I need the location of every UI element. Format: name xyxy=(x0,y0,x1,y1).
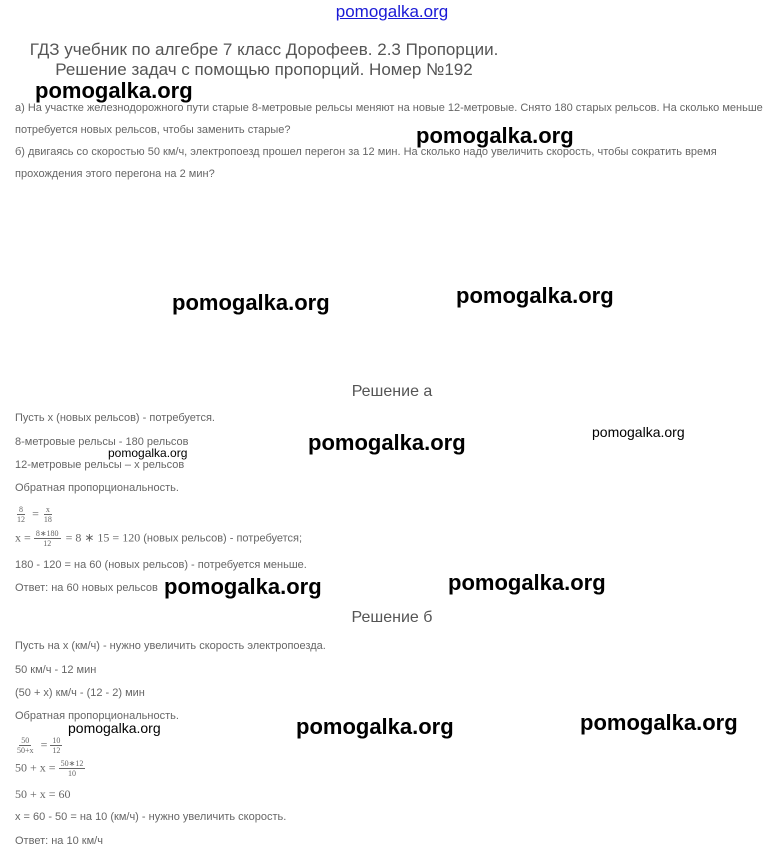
site-link[interactable]: pomogalka.org xyxy=(335,2,449,21)
fraction xyxy=(59,759,86,778)
solution-a-formula-1 xyxy=(15,505,56,524)
solution-b-line-8: x = 60 - 50 = на 10 (км/ч) - нужно увеличить скорость. xyxy=(15,811,287,823)
numerator: 8 xyxy=(19,505,23,514)
solution-b-line-4: Обратная пропорциональность. xyxy=(15,710,179,722)
solution-a-line-3: 12-метровые рельсы – x рельсов xyxy=(15,459,185,471)
denominator: 12 xyxy=(43,539,52,548)
task-a-line-1: а) На участке железнодорожного пути старые 8-метровые рельсы меняют на новые 12-метровые. Снято 180 старых рельсов. На сколько меньше xyxy=(15,102,763,114)
solution-b-formula-2 xyxy=(15,759,87,778)
numerator: 50 xyxy=(21,736,30,745)
solution-b-line-3: (50 + x) км/ч - (12 - 2) мин xyxy=(15,687,145,699)
solution-a-line-4: Обратная пропорциональность. xyxy=(15,482,179,494)
watermark: pomogalka.org xyxy=(164,574,322,599)
solution-a-line-1: Пусть x (новых рельсов) - потребуется. xyxy=(15,412,215,424)
task-b-line-1: б) двигаясь со скоростью 50 км/ч, электропоезд прошел перегон за 12 мин. На сколько надо увеличить скорость, чтобы сократить время xyxy=(15,146,717,158)
solution-b-line-2: 50 км/ч - 12 мин xyxy=(15,664,97,676)
watermark: pomogalka.org xyxy=(580,710,738,735)
equals-sign: = xyxy=(32,506,39,521)
solution-a-title: Решение а xyxy=(351,383,433,400)
solution-b-formula-1 xyxy=(15,736,64,755)
watermark: pomogalka.org xyxy=(172,290,330,315)
fraction xyxy=(34,529,61,548)
fraction xyxy=(42,505,54,524)
solution-b-answer: Ответ: на 10 км/ч xyxy=(15,835,103,847)
numerator: x xyxy=(45,505,50,514)
numerator: 10 xyxy=(52,736,61,745)
formula-prefix: x = xyxy=(15,530,31,545)
page-title-line-2: Решение задач с помощью пропорций. Номер №192 xyxy=(55,60,473,79)
formula-prefix: 50 + x = xyxy=(15,760,56,775)
denominator: 12 xyxy=(17,515,25,524)
numerator: 8∗180 xyxy=(35,529,59,538)
denominator: 10 xyxy=(67,769,76,778)
fraction xyxy=(50,736,62,755)
task-a-line-2: потребуется новых рельсов, чтобы заменить старые? xyxy=(15,124,291,136)
denominator: 50+x xyxy=(17,746,34,755)
watermark: pomogalka.org xyxy=(592,424,685,440)
watermark: pomogalka.org xyxy=(296,714,454,739)
watermark: pomogalka.org xyxy=(416,123,574,148)
solution-a-line-7: 180 - 120 = на 60 (новых рельсов) - потребуется меньше. xyxy=(15,559,307,571)
watermark: pomogalka.org xyxy=(448,570,606,595)
watermark: pomogalka.org xyxy=(68,720,161,736)
fraction xyxy=(15,505,27,524)
watermark: pomogalka.org xyxy=(35,78,193,103)
watermark: pomogalka.org xyxy=(108,446,188,460)
fraction xyxy=(15,736,36,755)
formula-tail: (новых рельсов) - потребуется; xyxy=(143,532,303,545)
page-title-line-1: ГДЗ учебник по алгебре 7 класс Дорофеев. 2.3 Пропорции. xyxy=(29,40,499,59)
denominator: 12 xyxy=(52,746,61,755)
solution-b-title: Решение б xyxy=(351,609,433,626)
solution-b-line-7: 50 + x = 60 xyxy=(15,787,71,801)
formula-result: = 8 ∗ 15 = 120 xyxy=(65,530,141,545)
denominator: 18 xyxy=(43,515,52,524)
watermark: pomogalka.org xyxy=(308,430,466,455)
equals-sign: = xyxy=(40,737,48,752)
solution-a-answer: Ответ: на 60 новых рельсов xyxy=(15,582,158,594)
solution-a-line-2: 8-метровые рельсы - 180 рельсов xyxy=(15,436,189,448)
numerator: 50∗12 xyxy=(60,759,84,768)
solution-a-formula-2 xyxy=(15,529,302,548)
watermark: pomogalka.org xyxy=(456,283,614,308)
task-b-line-2: прохождения этого перегона на 2 мин? xyxy=(15,168,215,180)
solution-b-line-1: Пусть на x (км/ч) - нужно увеличить скорость электропоезда. xyxy=(15,640,326,652)
